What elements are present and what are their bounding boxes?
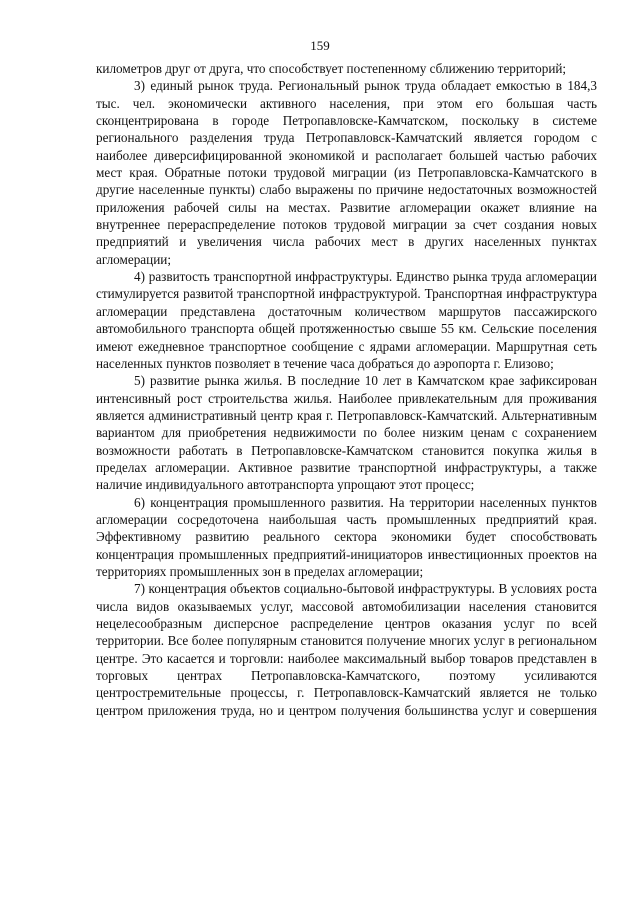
list-item-industrial-concentration: 6) концентрация промышленного развития. На территории населенных пунктов агломерации сосредоточена наибольшая часть промышленных предприятий края. Эффективному развитию реального сектора экономики будет способствовать концентрация промышленных предприятий-инициаторов инвестиционных проектов на территориях промышленных зон в пределах агломерации; bbox=[96, 494, 597, 579]
list-item-housing-market: 5) развитие рынка жилья. В последние 10 лет в Камчатском крае зафиксирован интенсивный рост строительства жилья. Наиболее привлекательным для проживания является административный центр края г. Петропавловск-Камчатский. Альтернативным вариантом для приобретения недвижимости по более низким ценам с сохранением возможности работать в Петропавловске-Камчатском становится покупка жилья в пределах агломерации. Активное развитие транспортной инфраструктуры, а также наличие индивидуального автотранспорта упрощают этот процесс; bbox=[96, 373, 597, 493]
page-number: 159 bbox=[310, 38, 330, 53]
list-item-unified-labor-market: 3) единый рынок труда. Региональный рынок труда обладает емкостью в 184,3 тыс. чел. экономически активного населения, при этом его большая часть сконцентрирована в городе Петропавловске-Камчатском, поскольку в системе регионального разделения труда Петропавловск-Камчатский является городом с наиболее диверсифицированной экономикой и располагает большей частью рабочих мест края. Обратные потоки трудовой миграции (из Петропавловска-Камчатского в другие населенные пункты) слабо выражены по причине недостаточных возможностей приложения рабочей силы на местах. Развитие агломерации окажет влияние на внутреннее перераспределение потоков трудовой миграции за счет создания новых предприятий и увеличения числа рабочих мест в других населенных пунктах агломерации; bbox=[96, 78, 597, 267]
paragraph-continuation: километров друг от друга, что способствует постепенному сближению территорий; bbox=[96, 61, 567, 76]
list-item-social-infrastructure: 7) концентрация объектов социально-бытовой инфраструктуры. В условиях роста числа видов оказываемых услуг, массовой автомобилизации населения становится нецелесообразным дисперсное распределение центров оказания услуг по всей территории. Все более популярным становится получение многих услуг в региональном центре. Это касается и торговли: наиболее максимальный выбор товаров представлен в торговых центрах Петропавловска-Камчатского, поэтому усиливаются центростремительные процессы, г. Петропавловск-Камчатский является не только центром приложения труда, но и центром получения большинства услуг и совершения bbox=[96, 581, 597, 718]
list-item-transport-infrastructure: 4) развитость транспортной инфраструктуры. Единство рынка труда агломерации стимулируется развитой транспортной инфраструктурой. Транспортная инфраструктура агломерации представлена достаточным количеством маршрутов пассажирского автомобильного транспорта общей протяженностью свыше 55 км. Сельские поселения имеют ежедневное транспортное сообщение с ядрами агломерации. Маршрутная сеть населенных пунктов позволяет в течение часа добраться до аэропорта г. Елизово; bbox=[96, 269, 597, 371]
document-body bbox=[96, 60, 597, 719]
